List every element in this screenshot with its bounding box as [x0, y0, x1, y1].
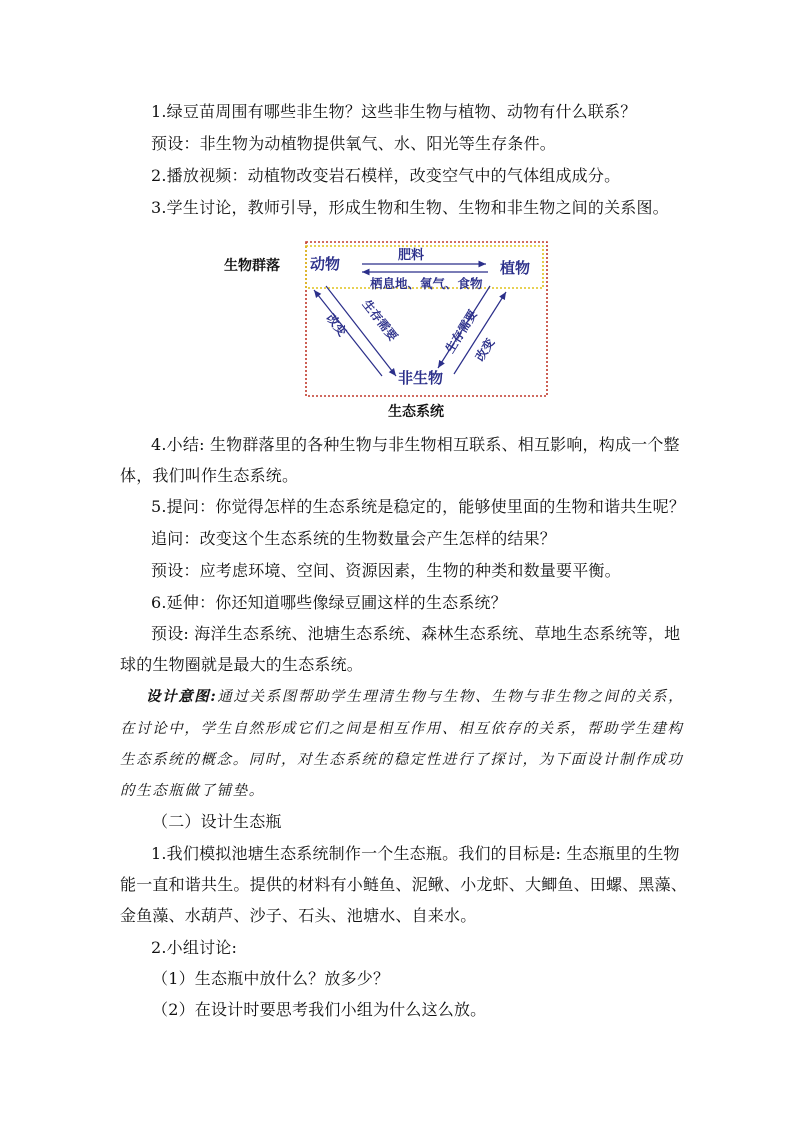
section-heading: （二）设计生态瓶: [152, 812, 282, 831]
diagram-svg: [222, 238, 552, 420]
change-left-label: 改变: [323, 311, 350, 339]
plant-node: 植物: [500, 259, 531, 277]
survival-need-right-label: 生存需要: [442, 307, 480, 356]
relationship-diagram: [222, 238, 552, 420]
ecosystem-label: 生态系统: [388, 404, 444, 420]
paragraph-preset-2: 预设：应考虑环境、空间、资源因素，生物的种类和数量要平衡。: [151, 561, 621, 580]
design-intent-label: 设计意图:: [146, 688, 218, 705]
paragraph-question: 5.提问：你觉得怎样的生态系统是稳定的，能够使里面的生物和谐共生呢？: [151, 497, 686, 516]
paragraph-preset-3a: 预设: 海洋生态系统、池塘生态系统、森林生态系统、草地生态系统等，地: [151, 624, 681, 643]
paragraph-bottle-1: 1.我们模拟池塘生态系统制作一个生态瓶。我们的目标是: 生态瓶里的生物: [151, 844, 680, 863]
animal-node: 动物: [310, 255, 341, 273]
paragraph-preset-1: 预设：非生物为动植物提供氧气、水、阳光等生存条件。: [151, 134, 557, 153]
paragraph-bottle-2: 能一直和谐共生。提供的材料有小鲢鱼、泥鳅、小龙虾、大鲫鱼、田螺、黑藻、: [120, 875, 688, 894]
paragraph-question-1: （1）生态瓶中放什么？放多少？: [152, 969, 390, 988]
fertilizer-label: 肥料: [398, 248, 425, 263]
paragraph-preset-3b: 球的生物圈就是最大的生态系统。: [120, 655, 364, 674]
survival-need-left-label: 生存需要: [359, 297, 401, 344]
paragraph-followup: 追问：改变这个生态系统的生物数量会产生怎样的结果？: [151, 529, 557, 548]
paragraph-summary-1: 4.小结: 生物群落里的各种生物与非生物相互联系、相互影响，构成一个整: [151, 435, 680, 454]
design-intent-line-2: 在讨论中，学生自然形成它们之间是相互作用、相互依存的关系，帮助学生建构: [120, 721, 684, 737]
design-intent-line-1: [146, 686, 684, 708]
paragraph-extension: 6.延伸：你还知道哪些像绿豆圃这样的生态系统？: [151, 593, 507, 612]
change-right-label: 改变: [472, 335, 498, 364]
paragraph-question-2: （2）在设计时要思考我们小组为什么这么放。: [152, 1000, 487, 1019]
paragraph-discussion: 3.学生讨论，教师引导，形成生物和生物、生物和非生物之间的关系图。: [151, 198, 669, 217]
paragraph-bottle-3: 金鱼藻、水葫芦、沙子、石头、池塘水、自来水。: [120, 906, 477, 925]
habitat-label: 栖息地、氧气、食物: [370, 276, 483, 291]
design-intent-line-4: 的生态瓶做了铺垫。: [120, 783, 265, 799]
nonliving-node: 非生物: [398, 369, 444, 387]
community-label: 生物群落: [224, 258, 280, 274]
design-intent-text-1: 通过关系图帮助学生理清生物与生物、生物与非生物之间的关系，: [217, 689, 685, 705]
paragraph-video: 2.播放视频：动植物改变岩石模样，改变空气中的气体组成成分。: [151, 166, 621, 185]
paragraph-group-discussion: 2.小组讨论:: [151, 938, 238, 957]
paragraph-summary-2: 体，我们叫作生态系统。: [120, 466, 299, 485]
paragraph-q1: 1.绿豆苗周围有哪些非生物？这些非生物与植物、动物有什么联系？: [151, 102, 637, 121]
design-intent-line-3: 生态系统的概念。同时，对生态系统的稳定性进行了探讨，为下面设计制作成功: [120, 752, 684, 768]
